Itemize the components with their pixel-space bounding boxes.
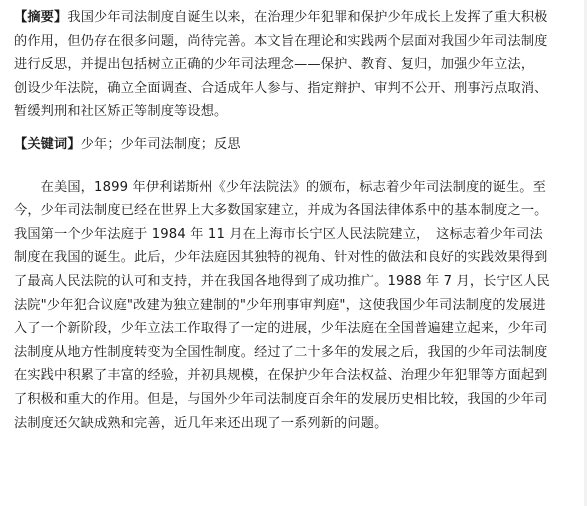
abstract-line-4: 创设少年法院，确立全面调查、合适成年人参与、指定辩护、审判不公开、刑事污点取消、 (14, 80, 548, 96)
abstract-line-3: 进行反思，并提出包括树立正确的少年司法理念——保护、教育、复归，加强少年立法， (14, 57, 535, 73)
abstract-section (14, 6, 577, 124)
body-line: 我国第一个少年法庭于 1984 年 11 月在上海市长宁区人民法院建立， 这标志着少年司法 (14, 226, 543, 242)
abstract-line-2: 的作用，但仍存在很多问题，尚待完善。本文旨在理论和实践两个层面对我国少年司法制度 (14, 33, 548, 49)
keywords-tag: 【关键词】 (14, 136, 81, 152)
body-section (14, 176, 577, 436)
body-line: 了最高人民法院的认可和支持，并在我国各地得到了成功推广。1988 年 7 月，长宁区人民 (14, 273, 550, 289)
abstract-line-5: 暂缓判刑和社区矫正等制度等设想。 (14, 104, 228, 120)
body-line: 了积极和重大的作用。但是，与国外少年司法制度百余年的发展历史相比较，我国的少年司 (14, 391, 548, 407)
body-line: 法院"少年犯合议庭"改建为独立建制的"少年刑事审判庭"，这使我国少年司法制度的发展进 (14, 297, 546, 313)
keywords-section (14, 133, 577, 157)
body-line: 今，少年司法制度已经在世界上大多数国家建立，并成为各国法律体系中的基本制度之一。 (14, 203, 548, 219)
keywords-text: 少年；少年司法制度；反思 (80, 136, 241, 152)
body-line: 入了一个新阶段，少年立法工作取得了一定的进展，少年法庭在全国普遍建立起来，少年司 (14, 321, 548, 337)
abstract-line-1 (14, 6, 577, 30)
abstract-tag: 【摘要】 (14, 10, 68, 25)
body-line: 法制度还欠缺成熟和完善，近几年来还出现了一系列新的问题。 (14, 415, 388, 431)
body-line: 制度在我国的诞生。此后，少年法庭因其独特的视角、针对性的做法和良好的实践效果得到 (14, 250, 548, 266)
body-line: 法制度从地方性制度转变为全国性制度。经过了二十多年的发展之后，我国的少年司法制度 (14, 344, 548, 360)
body-line: 在美国，1899 年伊利诺斯州《少年法院法》的颁布，标志着少年司法制度的诞生。至 (14, 179, 546, 195)
abstract-text: 我国少年司法制度自诞生以来，在治理少年犯罪和保护少年成长上发挥了重大积极 (67, 10, 548, 25)
keywords-line (14, 133, 577, 157)
body-line: 在实践中积累了丰富的经验，并初具规模，在保护少年合法权益、治理少年犯罪等方面起到 (14, 368, 548, 384)
